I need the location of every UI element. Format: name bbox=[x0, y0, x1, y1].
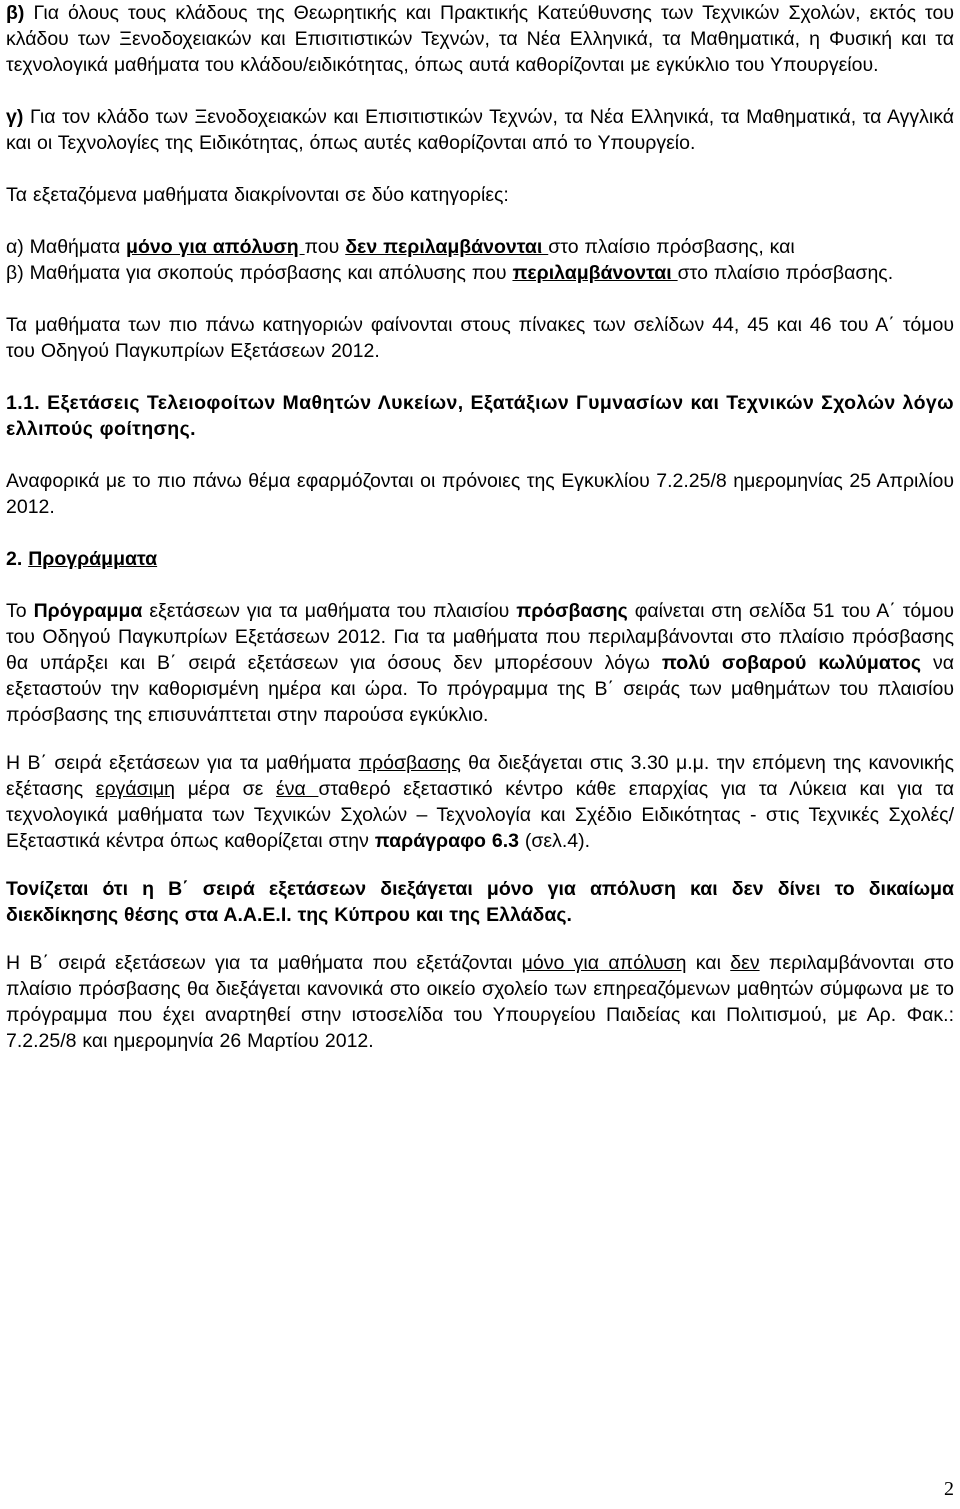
paragraph-reference: Αναφορικά με το πιο πάνω θέμα εφαρμόζονται οι πρόνοιες της Εγκυκλίου 7.2.25/8 ημερομηνίας 25 Απριλίου 2012. bbox=[6, 470, 954, 518]
paragraph-b-series: Η Β΄ σειρά εξετάσεων για τα μαθήματα πρόσβασης θα διεξάγεται στις 3.30 μ.μ. την επόμενη της κανονικής εξέτασης εργάσιμη μέρα σε ένα σταθερό εξεταστικό κέντρο κάθε επαρχίας για τα Λύκεια και για τα τεχνολογικά μαθήματα των Τεχνικών Σχολών – Τεχνολογία και Σχέδιο Ειδικότητας - στις Τεχνικές Σχολές/ Εξεταστικά κέντρα όπως καθορίζεται στην παράγραφο 6.3 (σελ.4). bbox=[6, 752, 955, 852]
emphasis-included: περιλαμβάνονται bbox=[512, 262, 678, 284]
section-heading-2: 2. Προγράμματα bbox=[6, 548, 158, 570]
paragraph-program: Το Πρόγραμμα εξετάσεων για τα μαθήματα του πλαισίου πρόσβασης φαίνεται στη σελίδα 51 του Α΄ τόμου του Οδηγού Παγκυπρίων Εξετάσεων 2012. Για τα μαθήματα που περιλαμβάνονται στο πλαίσιο πρόσβασης θα υπάρξει και Β΄ σειρά εξετάσεων για όσους δεν μπορέσουν λόγω πολύ σοβαρού κωλύματος να εξεταστούν την καθορισμένη ημέρα και ώρα. Το πρόγραμμα της Β΄ σειράς των μαθημάτων του πλαισίου πρόσβασης της επισυνάπτεται στην παρούσα εγκύκλιο. bbox=[6, 600, 954, 726]
paragraph-beta: β) Για όλους τους κλάδους της Θεωρητικής και Πρακτικής Κατεύθυνσης των Τεχνικών Σχολών, εκτός του κλάδου των Ξενοδοχειακών και Επισιτιστικών Τεχνών, τα Νέα Ελληνικά, τα Μαθηματικά, η Φυσική και τα τεχνολογικά μαθήματα του κλάδου/ειδικότητας, όπως αυτά καθορίζονται με εγκύκλιο του Υπουργείου. bbox=[6, 2, 954, 76]
list-marker-gamma: γ) bbox=[6, 106, 24, 128]
document-page bbox=[6, 0, 954, 1054]
paragraph-last: Η Β΄ σειρά εξετάσεων για τα μαθήματα που εξετάζονται μόνο για απόλυση και δεν περιλαμβάνονται στο πλαίσιο πρόσβασης θα διεξάγεται κανονικά στο οικείο σχολείο των επηρεαζόμενων μαθητών σύμφωνα με το πρόγραμμα που έχει αναρτηθεί στην ιστοσελίδα του Υπουργείου Παιδείας και Πολιτισμού, με Αρ. Φακ.: 7.2.25/8 και ημερομηνία 26 Μαρτίου 2012. bbox=[6, 952, 955, 1052]
section-title-programs: Προγράμματα bbox=[28, 548, 158, 570]
paragraph-emphasis: Τονίζεται ότι η Β΄ σειρά εξετάσεων διεξάγεται μόνο για απόλυση και δεν δίνει το δικαίωμα διεκδίκησης θέσης στα Α.Α.Ε.Ι. της Κύπρου και της Ελλάδας. bbox=[6, 878, 954, 926]
section-heading-1-1: 1.1. Εξετάσεις Τελειοφοίτων Μαθητών Λυκείων, Εξατάξιων Γυμνασίων και Τεχνικών Σχολών λόγω ελλιπούς φοίτησης. bbox=[6, 392, 954, 440]
paragraph-category-list: α) Μαθήματα μόνο για απόλυση που δεν περιλαμβάνονται στο πλαίσιο πρόσβασης, και β) Μαθήματα για σκοπούς πρόσβασης και απόλυσης που περιλαμβάνονται στο πλαίσιο πρόσβασης. bbox=[6, 236, 894, 284]
paragraph-tables: Τα μαθήματα των πιο πάνω κατηγοριών φαίνονται στους πίνακες των σελίδων 44, 45 και 46 του Α΄ τόμου του Οδηγού Παγκυπρίων Εξετάσεων 2012. bbox=[6, 314, 954, 362]
paragraph-gamma: γ) Για τον κλάδο των Ξενοδοχειακών και Επισιτιστικών Τεχνών, τα Νέα Ελληνικά, τα Μαθηματικά, τα Αγγλικά και οι Τεχνολογίες της Ειδικότητας, όπως αυτές καθορίζονται από το Υπουργείο. bbox=[6, 106, 954, 154]
page-number: 2 bbox=[944, 1478, 954, 1500]
emphasis-not-included: δεν περιλαμβάνονται bbox=[345, 236, 549, 258]
list-marker-beta: β) bbox=[6, 2, 25, 24]
paragraph-categories: Τα εξεταζόμενα μαθήματα διακρίνονται σε δύο κατηγορίες: bbox=[6, 184, 509, 206]
emphasis-only-leaving: μόνο για απόλυση bbox=[126, 236, 305, 258]
